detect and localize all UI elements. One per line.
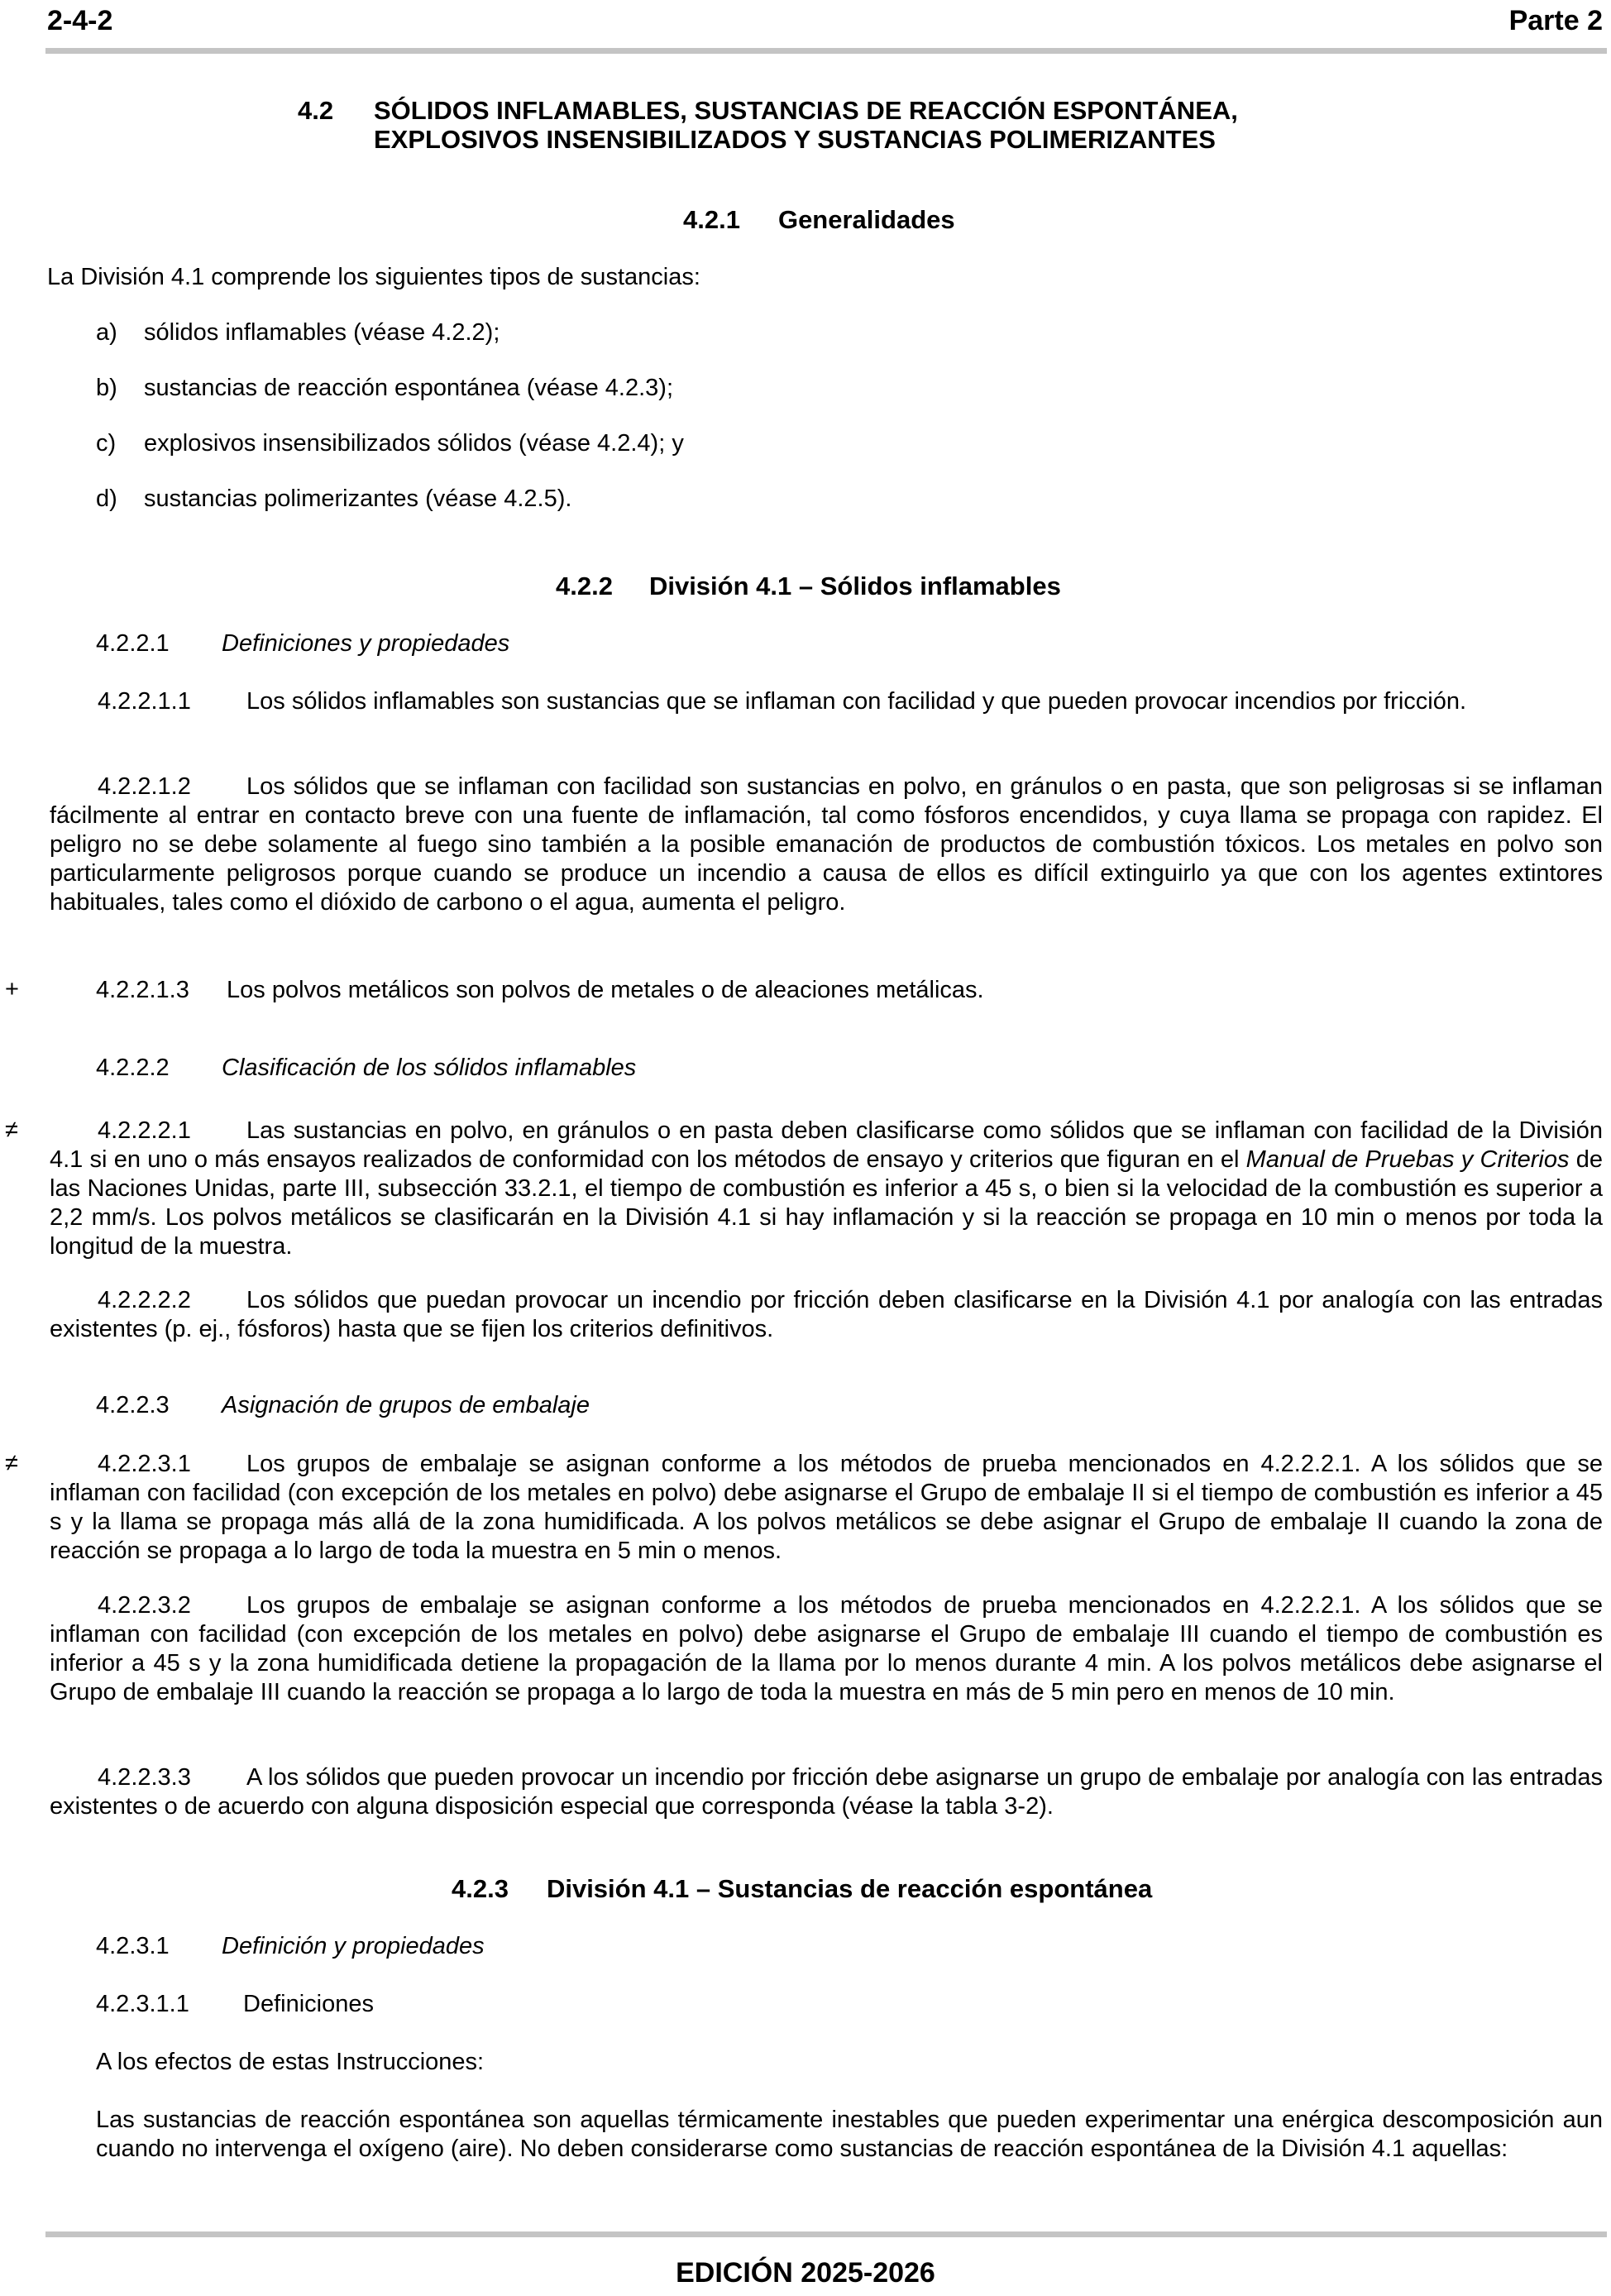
chapter-title [298,96,1373,154]
subsection-heading-4-2-3-1: 4.2.3.1 Definición y propiedades [96,1933,485,1959]
section-title: División 4.1 – Sólidos inflamables [648,572,1061,600]
amendment-mark: ≠ [5,1450,18,1476]
subsection-heading-4-2-3-1-1: 4.2.3.1.1 Definiciones [96,1991,374,2017]
section-title: Generalidades [777,205,955,234]
section-number: 4.2.2 [556,572,613,600]
section-title: División 4.1 – Sustancias de reacción espontánea [546,1874,1153,1903]
section-heading-4-2-3 [452,1874,1152,1903]
intro-text: La División 4.1 comprende los siguientes tipos de sustancias: [47,264,700,290]
paragraph-4-2-2-1-3: 4.2.2.1.3 Los polvos metálicos son polvos de metales o de aleaciones metálicas. [96,977,984,1003]
list-item: c) explosivos insensibilizados sólidos (véase 4.2.4); y [96,430,684,457]
list-item: a) sólidos inflamables (véase 4.2.2); [96,319,500,346]
section-heading-4-2-2 [556,572,1061,600]
chapter-title-line1: SÓLIDOS INFLAMABLES, SUSTANCIAS DE REACCIÓN ESPONTÁNEA, [374,96,1238,125]
page-number: 2-4-2 [47,5,113,36]
paragraph-4-2-2-3-3: 4.2.2.3.3 A los sólidos que pueden provocar un incendio por fricción debe asignarse un grupo de embalaje por analogía con las entradas existentes o de acuerdo con alguna disposición especial que corresponda (véase la tabla 3-2). [50,1764,1603,1820]
subsection-heading-4-2-2-2: 4.2.2.2 Clasificación de los sólidos inflamables [96,1055,637,1081]
paragraph-4-2-2-3-2: 4.2.2.3.2 Los grupos de embalaje se asignan conforme a los métodos de prueba mencionados en 4.2.2.2.1. A los sólidos que se inflaman con facilidad (con excepción de los metales en polvo) debe asignarse el Grupo de embalaje III cuando el tiempo de combustión es inferior a 45 s y la zona humidificada detiene la propagación de la llama por lo menos durante 4 min. A los polvos metálicos debe asignarse el Grupo de embalaje III cuando la reacción se propaga a lo largo de toda la muestra en más de 5 min pero en menos de 10 min. [50,1592,1603,1705]
amendment-mark: ≠ [5,1117,18,1143]
section-number: 4.2.3 [452,1874,509,1903]
list-item: b) sustancias de reacción espontánea (véase 4.2.3); [96,375,674,401]
section-number: 4.2.1 [683,205,740,234]
paragraph-efectos: A los efectos de estas Instrucciones: [96,2049,485,2075]
paragraph-4-2-2-3-1: 4.2.2.3.1 Los grupos de embalaje se asignan conforme a los métodos de prueba mencionados en 4.2.2.2.1. A los sólidos que se inflaman con facilidad (con excepción de los metales en polvo) debe asignarse el Grupo de embalaje II si el tiempo de combustión es inferior a 45 s y la llama se propaga más allá de la zona humidificada. A los polvos metálicos se debe asignar el Grupo de embalaje II cuando la zona de reacción se propaga a lo largo de toda la muestra en 5 min o menos. [50,1451,1603,1564]
paragraph-4-2-2-1-2: 4.2.2.1.2 Los sólidos que se inflaman con facilidad son sustancias en polvo, en gránulos o en pasta, que son peligrosas si se inflaman fácilmente al entrar en contacto breve con una fuente de inflamación, tal como fósforos encendidos, y cuya llama se propaga con rapidez. El peligro no se debe solamente al fuego sino también a la posible emanación de productos de combustión tóxicos. Los metales en polvo son particularmente peligrosos porque cuando se produce un incendio a causa de ellos es difícil extinguirlo ya que con los agentes extintores habituales, tales como el dióxido de carbono o el agua, aumenta el peligro. [50,773,1603,916]
amendment-mark: + [5,976,19,1002]
paragraph-4-2-2-2-1: 4.2.2.2.1 Las sustancias en polvo, en gránulos o en pasta deben clasificarse como sólidos que se inflaman con facilidad de la División 4.1 si en uno o más ensayos realizados de conformidad con los métodos de ensayo y criterios que figuran en el Manual de Pruebas y Criterios de las Naciones Unidas, parte III, subsección 33.2.1, el tiempo de combustión es inferior a 45 s, o bien si la velocidad de la combustión es superior a 2,2 mm/s. Los polvos metálicos se clasificarán en la División 4.1 si hay inflamación y si la reacción se propaga en 10 min o menos por toda la longitud de la muestra. [50,1117,1603,1260]
paragraph-definition: Las sustancias de reacción espontánea son aquellas térmicamente inestables que pueden experimentar una enérgica descomposición aun cuando no intervenga el oxígeno (aire). No deben considerarse como sustancias de reacción espontánea de la División 4.1 aquellas: [96,2107,1603,2162]
chapter-title-line2: EXPLOSIVOS INSENSIBILIZADOS Y SUSTANCIAS POLIMERIZANTES [374,125,1216,154]
list-item: d) sustancias polimerizantes (véase 4.2.5). [96,486,572,512]
header-rule [45,48,1607,54]
part-label: Parte 2 [1508,5,1603,36]
footer-rule [45,2231,1607,2237]
paragraph-4-2-2-1-1: 4.2.2.1.1 Los sólidos inflamables son sustancias que se inflaman con facilidad y que pueden provocar incendios por fricción. [98,688,1467,715]
edition-footer: EDICIÓN 2025-2026 [676,2257,935,2289]
subsection-heading-4-2-2-3: 4.2.2.3 Asignación de grupos de embalaje [96,1392,590,1418]
paragraph-4-2-2-2-2: 4.2.2.2.2 Los sólidos que puedan provocar un incendio por fricción deben clasificarse en la División 4.1 por analogía con las entradas existentes (p. ej., fósforos) hasta que se fijen los criterios definitivos. [50,1287,1603,1342]
chapter-number: 4.2 [298,96,334,125]
section-heading-4-2-1 [683,205,955,234]
subsection-heading-4-2-2-1: 4.2.2.1 Definiciones y propiedades [96,630,510,657]
